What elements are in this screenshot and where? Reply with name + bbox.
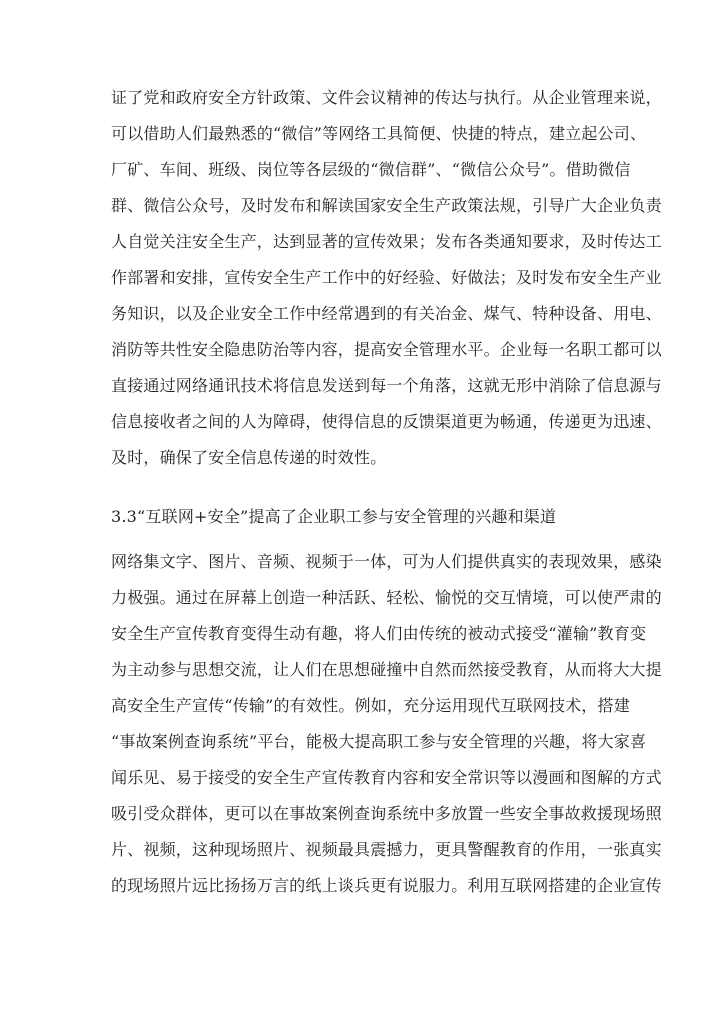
paragraph-1-line-1: 证了党和政府安全方针政策、文件会议精神的传达与执行。从企业管理来说， — [111, 88, 662, 107]
paragraph-2-line-8: 吸引受众群体，更可以在事故案例查询系统中多放置一些安全事故救援现场照 — [111, 804, 662, 823]
paragraph-1-line-8: 消防等共性安全隐患防治等内容，提高安全管理水平。企业每一名职工都可以 — [111, 340, 662, 359]
paragraph-1-line-6: 作部署和安排，宣传安全生产工作中的好经验、好做法；及时发布安全生产业 — [111, 268, 662, 287]
paragraph-2-line-3: 安全生产宣传教育变得生动有趣，将人们由传统的被动式接受“灌输”教育变 — [111, 624, 647, 643]
paragraph-1-line-3: 厂矿、车间、班级、岗位等各层级的“微信群”、“微信公众号”。借助微信 — [111, 160, 631, 179]
paragraph-2-line-10: 的现场照片远比扬扬万言的纸上谈兵更有说服力。利用互联网搭建的企业宣传 — [111, 876, 662, 895]
paragraph-2-line-4: 为主动参与思想交流，让人们在思想碰撞中自然而然接受教育，从而将大大提 — [111, 660, 662, 679]
paragraph-1-line-9: 直接通过网络通讯技术将信息发送到每一个角落，这就无形中消除了信息源与 — [111, 376, 662, 395]
paragraph-1-line-7: 务知识，以及企业安全工作中经常遇到的有关冶金、煤气、特种设备、用电、 — [111, 304, 662, 323]
paragraph-2-line-1: 网络集文字、图片、音频、视频于一体，可为人们提供真实的表现效果，感染 — [111, 552, 662, 571]
paragraph-2-line-7: 闻乐见、易于接受的安全生产宣传教育内容和安全常识等以漫画和图解的方式 — [111, 768, 662, 787]
paragraph-1-line-5: 人自觉关注安全生产，达到显著的宣传效果；发布各类通知要求，及时传达工 — [111, 232, 662, 251]
paragraph-1-line-4: 群、微信公众号，及时发布和解读国家安全生产政策法规，引导广大企业负责 — [111, 196, 662, 215]
paragraph-1-line-10: 信息接收者之间的人为障碍，使得信息的反馈渠道更为畅通，传递更为迅速、 — [111, 412, 662, 431]
paragraph-2-line-6: “事故案例查询系统”平台，能极大提高职工参与安全管理的兴趣，将大家喜 — [111, 732, 647, 751]
paragraph-1-line-2: 可以借助人们最熟悉的“微信”等网络工具简便、快捷的特点，建立起公司、 — [111, 124, 647, 143]
paragraph-2-line-2: 力极强。通过在屏幕上创造一种活跃、轻松、愉悦的交互情境，可以使严肃的 — [111, 588, 662, 607]
paragraph-2-line-9: 片、视频，这种现场照片、视频最具震撼力，更具警醒教育的作用，一张真实 — [111, 840, 662, 859]
section-heading: 3.3“互联网+安全”提高了企业职工参与安全管理的兴趣和渠道 — [111, 507, 557, 526]
paragraph-2-line-5: 高安全生产宣传“传输”的有效性。例如，充分运用现代互联网技术，搭建 — [111, 696, 630, 715]
paragraph-1-line-11: 及时，确保了安全信息传递的时效性。 — [111, 448, 387, 467]
